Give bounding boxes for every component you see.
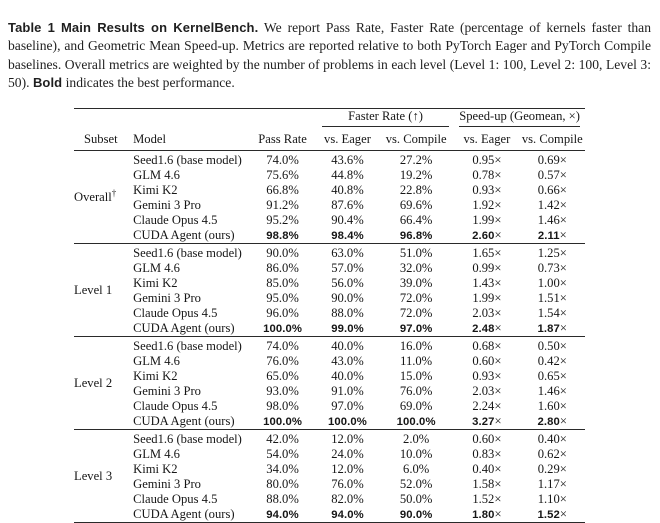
cell-fr-eager: 99.0%: [331, 322, 364, 335]
cell-su-compile: 1.10×: [537, 491, 567, 506]
cell-su-eager: 1.99×: [472, 290, 502, 305]
cell-su-compile: 0.40×: [520, 429, 585, 447]
table-row: [74, 399, 585, 414]
cell-model: CUDA Agent (ours): [133, 506, 235, 521]
cell-model: CUDA Agent (ours): [133, 227, 235, 242]
cell-fr-compile: 51.0%: [378, 243, 454, 261]
cell-su-eager: 1.80×: [472, 506, 502, 521]
cell-pass-rate: 98.0%: [266, 398, 299, 413]
results-table-wrap: [74, 108, 585, 523]
cell-pass-rate: 88.0%: [266, 491, 299, 506]
cell-su-eager: 1.65×: [454, 243, 519, 261]
caption-bold-word: Bold: [32, 75, 63, 91]
cell-fr-eager: 97.0%: [331, 398, 364, 413]
cell-fr-eager: 40.8%: [331, 182, 364, 197]
table-body: [74, 150, 585, 522]
cell-su-compile: 1.00×: [537, 275, 567, 290]
table-row: [74, 369, 585, 384]
table-row: [74, 306, 585, 321]
span-header-faster-rate: [317, 108, 454, 127]
cell-fr-eager: 91.0%: [331, 383, 364, 398]
results-table: [74, 108, 585, 523]
faster-rate-span-label: Faster Rate (↑): [322, 109, 449, 127]
cell-su-eager: 0.60×: [472, 353, 502, 368]
caption-body-2: indicates the best performance.: [65, 75, 235, 91]
cell-model: Claude Opus 4.5: [133, 491, 218, 506]
cell-model: GLM 4.6: [133, 260, 180, 275]
cell-fr-eager: 90.4%: [331, 212, 364, 227]
cell-model: Kimi K2: [133, 275, 178, 290]
cell-su-compile: 0.65×: [537, 368, 567, 383]
col-header-fr-vs-compile: vs. Compile: [378, 127, 454, 151]
cell-fr-compile: 27.2%: [399, 152, 433, 167]
col-header-pass-rate: Pass Rate: [248, 127, 317, 151]
table-row: [74, 429, 585, 447]
cell-su-eager: 1.92×: [472, 197, 502, 212]
cell-su-compile: 0.57×: [537, 167, 567, 182]
cell-model: Gemini 3 Pro: [133, 383, 201, 398]
table-row: [74, 291, 585, 306]
table-row: [74, 243, 585, 261]
cell-model: Gemini 3 Pro: [133, 197, 201, 212]
caption-title: Main Results on KernelBench.: [61, 19, 259, 35]
cell-pass-rate: 80.0%: [266, 476, 299, 491]
cell-fr-compile: 32.0%: [399, 260, 433, 275]
cell-fr-compile: 69.6%: [399, 197, 433, 212]
cell-su-eager: 2.03×: [472, 383, 502, 398]
table-row: [74, 168, 585, 183]
cell-pass-rate: 76.0%: [266, 353, 299, 368]
cell-pass-rate: 91.2%: [266, 197, 299, 212]
cell-su-compile: 1.46×: [537, 212, 567, 227]
cell-subset: Level 2: [74, 336, 133, 429]
cell-su-eager: 2.48×: [472, 320, 502, 335]
cell-model: Seed1.6 (base model): [133, 336, 248, 354]
cell-model: Gemini 3 Pro: [133, 290, 201, 305]
table-row: [74, 447, 585, 462]
table-row: [74, 198, 585, 213]
cell-pass-rate: 65.0%: [266, 368, 299, 383]
caption-body-1: We report Pass Rate, Faster Rate (percentage of kernels faster than baseline), and Geometric Mean Speed-up. Metrics are reported relative to both PyTorch Eager and PyTorch Compile baselines. Overall metrics are weighted by the number of problems in each level (Level 1: 100, Level 2: 100, Level 3: 50).: [8, 19, 651, 91]
table-row: [74, 321, 585, 337]
cell-su-compile: 0.73×: [537, 260, 567, 275]
cell-fr-compile: 22.8%: [399, 182, 433, 197]
cell-pass-rate: 54.0%: [266, 446, 299, 461]
cell-pass-rate: 66.8%: [266, 182, 299, 197]
cell-fr-eager: 40.0%: [317, 336, 378, 354]
table-row: [74, 183, 585, 198]
cell-fr-eager: 76.0%: [331, 476, 364, 491]
cell-su-eager: 2.24×: [472, 398, 502, 413]
cell-fr-eager: 100.0%: [328, 415, 367, 428]
cell-model: GLM 4.6: [133, 446, 180, 461]
cell-su-compile: 2.11×: [537, 227, 567, 242]
cell-fr-eager: 63.0%: [317, 243, 378, 261]
table-row: [74, 492, 585, 507]
cell-fr-eager: 57.0%: [331, 260, 364, 275]
cell-pass-rate: 95.2%: [266, 212, 299, 227]
cell-fr-eager: 87.6%: [331, 197, 364, 212]
table-row: [74, 150, 585, 168]
col-header-su-vs-compile: vs. Compile: [520, 127, 585, 151]
cell-fr-compile: 39.0%: [399, 275, 433, 290]
cell-model: Seed1.6 (base model): [133, 152, 242, 167]
cell-fr-compile: 2.0%: [378, 429, 454, 447]
col-header-subset: Subset: [74, 127, 133, 151]
cell-fr-compile: 97.0%: [399, 322, 433, 335]
col-header-fr-vs-eager: vs. Eager: [317, 127, 378, 151]
cell-pass-rate: 42.0%: [248, 429, 317, 447]
cell-fr-compile: 72.0%: [399, 290, 433, 305]
col-header-model: Model: [133, 127, 248, 151]
cell-fr-compile: 6.0%: [403, 461, 430, 476]
table-row: [74, 228, 585, 244]
cell-pass-rate: 93.0%: [266, 383, 299, 398]
cell-fr-eager: 12.0%: [317, 429, 378, 447]
cell-fr-compile: 69.0%: [399, 398, 433, 413]
cell-pass-rate: 34.0%: [266, 461, 299, 476]
cell-su-eager: 0.40×: [472, 461, 502, 476]
cell-su-eager: 0.95×: [472, 152, 502, 167]
cell-fr-compile: 90.0%: [399, 508, 433, 521]
dagger-superscript: †: [111, 187, 117, 198]
span-header-empty: [74, 108, 317, 127]
cell-su-eager: 1.43×: [472, 275, 502, 290]
cell-model: Seed1.6 (base model): [133, 429, 248, 447]
cell-fr-compile: 15.0%: [399, 368, 433, 383]
cell-su-eager: 0.83×: [472, 446, 502, 461]
cell-su-compile: 0.66×: [537, 182, 567, 197]
cell-fr-eager: 90.0%: [331, 290, 364, 305]
table-row: [74, 507, 585, 523]
cell-subset: Level 3: [74, 429, 133, 522]
cell-su-compile: 0.42×: [537, 353, 567, 368]
cell-pass-rate: 85.0%: [266, 275, 299, 290]
cell-model: Seed1.6 (base model): [133, 243, 248, 261]
cell-model: GLM 4.6: [133, 353, 180, 368]
cell-fr-compile: 11.0%: [400, 353, 433, 368]
cell-pass-rate: 100.0%: [263, 415, 303, 428]
cell-su-eager: 0.99×: [472, 260, 502, 275]
cell-fr-eager: 44.8%: [331, 167, 364, 182]
cell-model: Kimi K2: [133, 368, 178, 383]
cell-su-eager: 1.58×: [472, 476, 502, 491]
cell-su-compile: 0.69×: [537, 152, 567, 167]
cell-su-compile: 1.25×: [520, 243, 585, 261]
cell-model: Kimi K2: [133, 461, 178, 476]
cell-fr-compile: 72.0%: [399, 305, 433, 320]
cell-subset: Level 1: [74, 243, 133, 336]
table-row: [74, 414, 585, 430]
table-row: [74, 462, 585, 477]
cell-su-eager: 1.99×: [472, 212, 502, 227]
cell-pass-rate: 75.6%: [266, 167, 299, 182]
cell-su-compile: 1.46×: [537, 383, 567, 398]
page: [0, 14, 660, 521]
cell-fr-compile: 52.0%: [399, 476, 433, 491]
cell-model: Claude Opus 4.5: [133, 305, 218, 320]
cell-su-eager: 0.93×: [472, 368, 502, 383]
cell-su-eager: 0.68×: [454, 336, 519, 354]
table-row: [74, 276, 585, 291]
cell-fr-compile: 66.4%: [399, 212, 433, 227]
table-row: [74, 336, 585, 354]
cell-fr-eager: 98.4%: [331, 229, 364, 242]
cell-pass-rate: 100.0%: [263, 322, 303, 335]
cell-su-eager: 0.60×: [454, 429, 519, 447]
cell-su-compile: 1.60×: [537, 398, 567, 413]
cell-su-compile: 1.87×: [537, 320, 568, 335]
cell-pass-rate: 74.0%: [266, 152, 299, 167]
cell-pass-rate: 95.0%: [266, 290, 299, 305]
cell-fr-compile: 19.2%: [399, 167, 433, 182]
cell-su-eager: 1.52×: [472, 491, 502, 506]
cell-fr-compile: 76.0%: [399, 383, 433, 398]
cell-fr-compile: 16.0%: [378, 336, 454, 354]
cell-pass-rate: 94.0%: [266, 508, 299, 521]
cell-model: Claude Opus 4.5: [133, 398, 218, 413]
cell-su-compile: 1.52×: [537, 506, 568, 521]
cell-fr-compile: 10.0%: [399, 446, 433, 461]
cell-su-eager: 0.93×: [472, 182, 502, 197]
cell-model: Gemini 3 Pro: [133, 476, 201, 491]
cell-su-compile: 0.50×: [520, 336, 585, 354]
cell-model: CUDA Agent (ours): [133, 413, 235, 428]
cell-subset: Overall†: [74, 187, 117, 205]
cell-su-compile: 1.17×: [537, 476, 567, 491]
cell-su-compile: 1.51×: [537, 290, 567, 305]
cell-fr-eager: 56.0%: [331, 275, 364, 290]
cell-fr-compile: 96.8%: [399, 229, 433, 242]
col-header-su-vs-eager: vs. Eager: [454, 127, 519, 151]
cell-fr-eager: 82.0%: [331, 491, 364, 506]
cell-fr-compile: 50.0%: [399, 491, 433, 506]
table-row: [74, 261, 585, 276]
cell-su-eager: 2.03×: [472, 305, 502, 320]
cell-model: Kimi K2: [133, 182, 178, 197]
column-header-row: [74, 127, 585, 151]
cell-pass-rate: 86.0%: [266, 260, 299, 275]
cell-su-compile: 1.54×: [537, 305, 567, 320]
span-header-speed-up: [454, 108, 585, 127]
cell-pass-rate: 96.0%: [266, 305, 299, 320]
cell-pass-rate: 74.0%: [248, 336, 317, 354]
table-row: [74, 213, 585, 228]
caption-label: Table 1: [8, 19, 55, 35]
cell-su-compile: 0.29×: [537, 461, 567, 476]
cell-fr-compile: 100.0%: [396, 415, 436, 428]
cell-su-eager: 0.78×: [472, 167, 502, 182]
cell-su-eager: 2.60×: [472, 227, 502, 242]
span-header-row: [74, 108, 585, 127]
cell-su-compile: 1.42×: [537, 197, 567, 212]
cell-fr-eager: 88.0%: [331, 305, 364, 320]
speed-up-span-label: Speed-up (Geomean, ×): [459, 109, 580, 127]
cell-pass-rate: 90.0%: [248, 243, 317, 261]
table-row: [74, 477, 585, 492]
cell-model: CUDA Agent (ours): [133, 320, 235, 335]
table-row: [74, 354, 585, 369]
cell-fr-eager: 24.0%: [331, 446, 364, 461]
cell-model: Claude Opus 4.5: [133, 212, 218, 227]
cell-fr-eager: 40.0%: [331, 368, 364, 383]
cell-fr-eager: 43.6%: [331, 152, 364, 167]
cell-fr-eager: 12.0%: [331, 461, 364, 476]
cell-fr-eager: 94.0%: [331, 508, 364, 521]
cell-su-compile: 0.62×: [537, 446, 567, 461]
cell-pass-rate: 98.8%: [266, 229, 299, 242]
cell-su-compile: 2.80×: [537, 413, 568, 428]
cell-su-eager: 3.27×: [472, 413, 502, 428]
table-row: [74, 384, 585, 399]
cell-fr-eager: 43.0%: [331, 353, 364, 368]
table-caption: [0, 14, 660, 93]
cell-model: GLM 4.6: [133, 167, 180, 182]
